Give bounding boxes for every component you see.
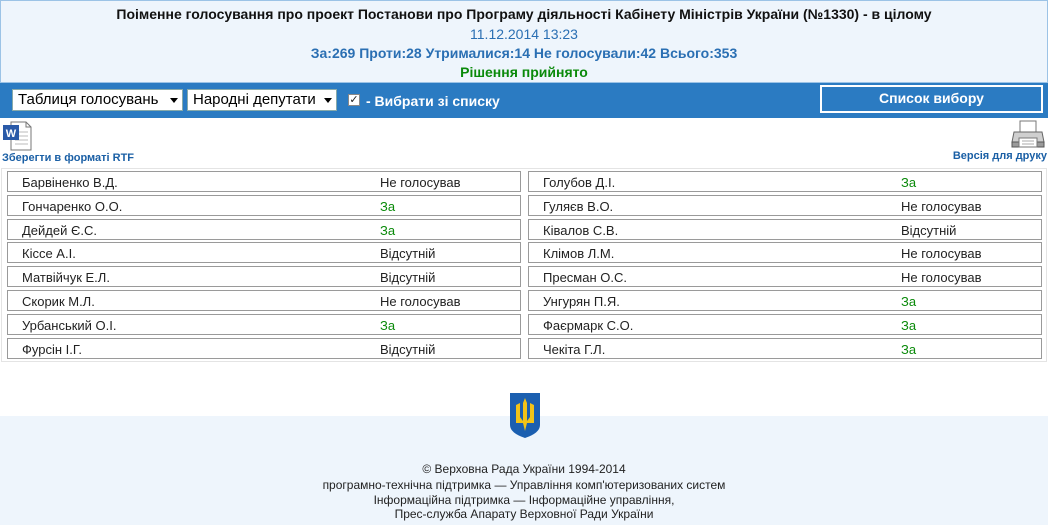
vote-row: [528, 338, 1042, 359]
footer-copyright: © Верховна Рада України 1994-2014: [422, 462, 626, 476]
save-rtf-link[interactable]: Зберегти в форматі RTF: [2, 152, 135, 164]
view-select-value: Таблиця голосувань: [18, 91, 159, 108]
vote-row: [528, 314, 1042, 335]
deputy-name: Гуляєв В.О.: [543, 198, 614, 214]
vote-decision: Рішення прийнято: [460, 64, 588, 80]
deputy-name: Чекіта Г.Л.: [543, 341, 606, 357]
view-select[interactable]: [12, 89, 183, 111]
deputy-name: Клімов Л.М.: [543, 246, 615, 262]
deputy-name: Матвійчук Е.Л.: [22, 270, 110, 286]
vote-row: [7, 219, 521, 240]
vote-row: [7, 195, 521, 216]
deputy-name: Унгурян П.Я.: [543, 294, 620, 309]
footer-press-service: Прес-служба Апарату Верховної Ради України: [394, 507, 654, 521]
group-select[interactable]: [187, 89, 337, 111]
vote-value: За: [901, 341, 917, 357]
chevron-down-icon: [324, 98, 332, 103]
deputy-name: Дейдей Є.С.: [22, 222, 97, 238]
deputy-name: Барвіненко В.Д.: [22, 175, 118, 190]
vote-row: [528, 195, 1042, 216]
vote-value: За: [380, 222, 396, 238]
vote-row: [528, 266, 1042, 287]
vote-row: [528, 219, 1042, 240]
vote-row: [528, 171, 1042, 192]
vote-title: Поіменне голосування про проект Постанови про Програму діяльності Кабінету Міністрів України (№1330) - в цілому: [116, 6, 932, 22]
vote-row: [7, 290, 521, 311]
vote-row: [7, 314, 521, 335]
vote-value: Не голосував: [380, 175, 461, 190]
select-from-list-label: - Вибрати зі списку: [366, 93, 500, 109]
chevron-down-icon: [170, 98, 178, 103]
vote-header: [0, 0, 1048, 83]
group-select-value: Народні депутати: [193, 91, 316, 108]
deputy-name: Гончаренко О.О.: [22, 198, 123, 214]
deputy-name: Фаєрмарк С.О.: [543, 317, 634, 333]
footer-info-support: Інформаційна підтримка — Інформаційне управління,: [373, 493, 675, 507]
vote-datetime: 11.12.2014 13:23: [470, 26, 578, 42]
vote-row: [7, 266, 521, 287]
footer-tech-support: програмно-технічна підтримка — Управління комп'ютеризованих систем: [322, 478, 726, 492]
vote-row: [7, 242, 521, 263]
vote-summary: За:269 Проти:28 Утрималися:14 Не голосували:42 Всього:353: [310, 45, 738, 61]
printer-icon[interactable]: [1011, 119, 1045, 149]
vote-value: За: [901, 175, 917, 190]
print-version-link[interactable]: Версія для друку: [952, 150, 1047, 162]
vote-value: Відсутній: [901, 222, 957, 238]
vote-value: За: [380, 198, 396, 214]
deputy-name: Кіссе А.І.: [22, 246, 76, 262]
deputy-name: Урбанський О.І.: [22, 317, 117, 333]
select-from-list-checkbox[interactable]: ✓: [349, 94, 359, 106]
vote-value: За: [380, 317, 396, 333]
deputy-name: Фурсін І.Г.: [22, 341, 82, 357]
vote-row: [7, 338, 521, 359]
deputy-name: Пресман О.С.: [543, 270, 627, 286]
vote-value: За: [901, 294, 917, 309]
svg-text:W: W: [5, 128, 17, 140]
toolbar: [0, 83, 1048, 118]
vote-value: Відсутній: [380, 246, 436, 262]
deputy-name: Голубов Д.І.: [543, 175, 616, 190]
vote-value: Не голосував: [901, 246, 982, 262]
vote-value: Не голосував: [901, 198, 982, 214]
ukraine-coat-of-arms-icon: [508, 391, 542, 439]
vote-value: Відсутній: [380, 270, 436, 286]
deputy-name: Ківалов С.В.: [543, 222, 619, 238]
vote-value: Відсутній: [380, 341, 436, 357]
vote-row: [7, 171, 521, 192]
list-button[interactable]: Список вибору: [820, 85, 1043, 113]
vote-row: [528, 290, 1042, 311]
deputy-name: Скорик М.Л.: [22, 294, 95, 309]
vote-row: [528, 242, 1042, 263]
vote-value: Не голосував: [380, 294, 461, 309]
vote-value: За: [901, 317, 917, 333]
vote-value: Не голосував: [901, 270, 982, 286]
word-document-icon[interactable]: [2, 121, 32, 151]
